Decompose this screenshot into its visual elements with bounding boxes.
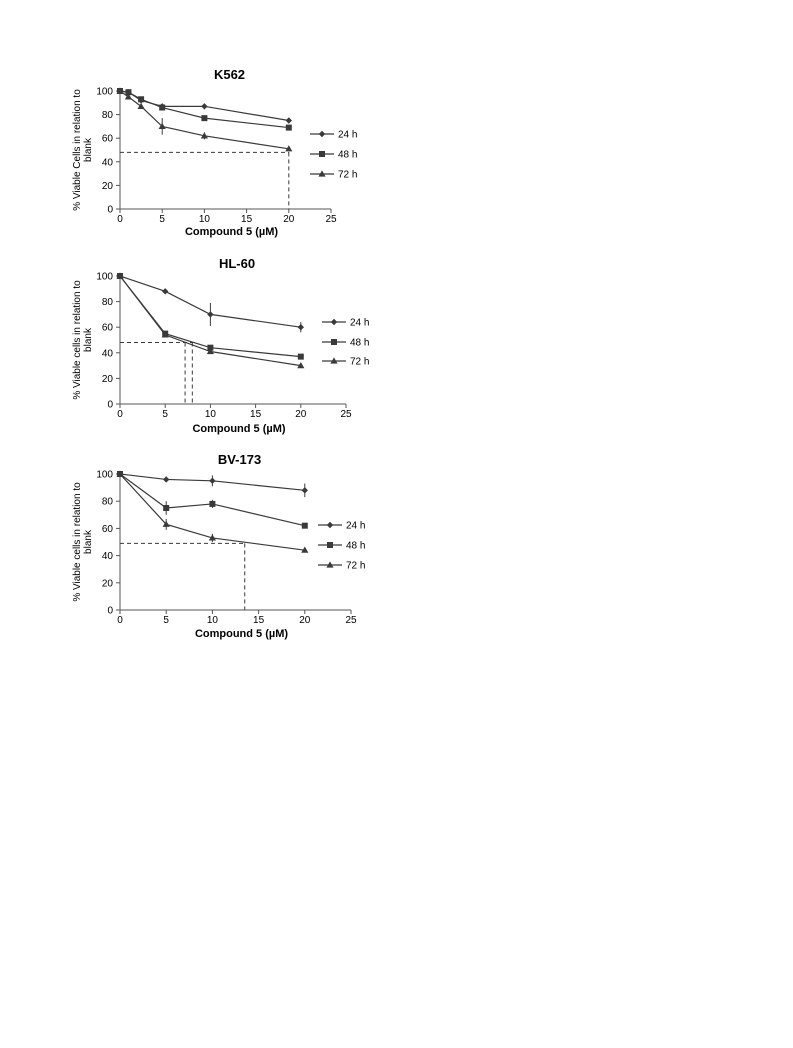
legend-label: 48 h [338, 149, 358, 161]
x-tick-label: 10 [206, 615, 218, 626]
y-tick-label: 100 [96, 86, 113, 98]
y-tick-label: 80 [101, 110, 113, 122]
x-tick-label: 0 [117, 214, 123, 225]
y-axis-label: % Viable Cells in relation to [72, 89, 83, 211]
x-tick-label: 5 [162, 409, 168, 420]
x-tick-label: 20 [299, 615, 311, 626]
legend-label: 72 h [346, 560, 366, 572]
data-point [162, 288, 168, 294]
x-tick-label: 15 [241, 214, 253, 225]
x-tick-label: 20 [283, 214, 295, 225]
data-point [286, 117, 292, 123]
data-point [302, 487, 308, 493]
y-tick-label: 100 [96, 271, 113, 283]
legend-marker [331, 319, 337, 325]
legend-marker [327, 542, 333, 548]
data-point [138, 103, 145, 109]
x-tick-label: 25 [345, 615, 357, 626]
legend-marker [319, 131, 325, 137]
x-tick-label: 15 [250, 409, 262, 420]
x-axis-label: Compound 5 (µM) [184, 226, 279, 238]
x-axis-label: Compound 5 (µM) [194, 628, 289, 640]
y-axis-label: % Viable cells in relation to [72, 280, 83, 400]
x-tick-label: 0 [117, 409, 123, 420]
y-tick-label: 80 [101, 297, 113, 309]
chart-panel-2 [72, 256, 369, 435]
y-tick-label: 60 [101, 523, 113, 535]
data-point [159, 105, 165, 111]
data-point [138, 96, 144, 102]
data-point [298, 354, 304, 360]
data-point [201, 103, 207, 109]
x-tick-label: 20 [295, 409, 307, 420]
chart-title: BV-173 [217, 452, 262, 467]
x-tick-label: 10 [204, 409, 216, 420]
y-axis-label-line2: blank [83, 530, 94, 554]
x-tick-label: 15 [253, 615, 265, 626]
legend-label: 72 h [338, 169, 358, 181]
y-tick-label: 40 [101, 551, 113, 563]
legend-label: 48 h [346, 540, 366, 552]
data-point [286, 125, 292, 131]
data-point [209, 478, 215, 484]
x-tick-label: 5 [159, 214, 165, 225]
data-point [209, 501, 215, 507]
y-tick-label: 20 [101, 578, 113, 590]
y-axis-label: % Viable cells in relation to [72, 482, 83, 602]
data-point [302, 523, 308, 529]
data-point [163, 476, 169, 482]
chart-panel-3 [72, 452, 365, 640]
y-tick-label: 40 [101, 348, 113, 360]
legend-marker [327, 522, 333, 528]
legend-label: 24 h [346, 520, 366, 532]
y-tick-label: 0 [107, 399, 113, 411]
y-tick-label: 60 [101, 133, 113, 145]
chart-title: HL-60 [218, 256, 256, 271]
x-axis-label: Compound 5 (µM) [192, 423, 286, 435]
legend-marker [319, 151, 325, 157]
y-tick-label: 0 [107, 605, 113, 617]
data-point [163, 505, 169, 511]
legend-label: 24 h [350, 317, 370, 329]
y-axis-label-line2: blank [83, 138, 94, 162]
legend-marker [331, 339, 337, 345]
legend-label: 72 h [350, 356, 370, 368]
y-tick-label: 20 [101, 180, 113, 192]
chart-panel-1 [72, 67, 357, 238]
y-tick-label: 100 [96, 469, 113, 481]
chart-title: K562 [213, 67, 246, 82]
x-tick-label: 10 [198, 214, 210, 225]
x-tick-label: 0 [117, 615, 123, 626]
x-tick-label: 5 [163, 615, 169, 626]
y-tick-label: 20 [101, 373, 113, 385]
y-tick-label: 40 [101, 157, 113, 169]
y-tick-label: 60 [101, 322, 113, 334]
x-tick-label: 25 [325, 214, 337, 225]
series-24h [117, 273, 304, 333]
y-tick-label: 80 [101, 496, 113, 508]
data-point [298, 324, 304, 330]
y-tick-label: 0 [107, 204, 113, 216]
data-point [201, 115, 207, 121]
y-axis-label-line2: blank [83, 328, 94, 352]
data-point [207, 311, 213, 317]
legend-label: 24 h [338, 129, 358, 141]
x-tick-label: 25 [340, 409, 352, 420]
legend-label: 48 h [350, 337, 370, 349]
